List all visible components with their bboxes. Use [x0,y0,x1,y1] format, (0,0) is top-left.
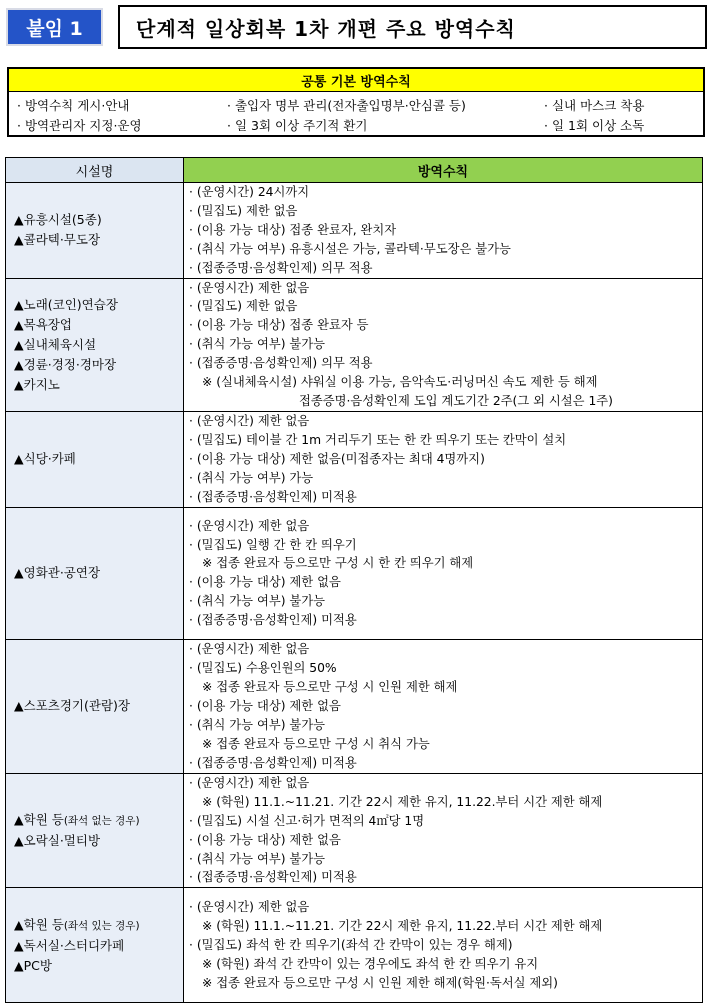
rule-line: · (이용 가능 대상) 제한 없음(미접종자는 최대 4명까지) [189,451,485,466]
rule-line: · (운영시간) 제한 없음 [189,900,310,915]
rule-note: ※ 접종 완료자 등으로만 구성 시 인원 제한 해제 [202,680,458,695]
facility-name [14,831,182,851]
facility-name [14,210,182,230]
table-row [6,507,703,639]
rule-line: · (운영시간) 제한 없음 [189,642,310,657]
common-rule-item: · 방역수칙 게시·안내 [17,98,130,113]
rule-line: · (취식 가능 여부) 불가능 [189,594,326,609]
table-row [6,411,703,507]
rules-column-header: 방역수칙 [184,158,703,183]
table-row [6,639,703,773]
facility-label: ▲노래(코인)연습장 [14,296,118,312]
facility-condition: (좌석 없는 경우) [63,815,140,828]
rule-note: ※ (학원) 11.1.~11.21. 기간 22시 제한 유지, 11.22.부터 시간 제한 해제 [202,918,603,933]
page-header [6,5,707,49]
rule-note: ※ 접종 완료자 등으로만 구성 시 취식 가능 [202,736,430,751]
rule-line: · (운영시간) 제한 없음 [189,414,310,429]
rule-line: · (밀집도) 제한 없음 [189,299,298,314]
table-row [6,773,703,887]
rule-line: · (취식 가능 여부) 불가능 [189,717,326,732]
rule-line: · (운영시간) 제한 없음 [189,518,310,533]
facility-label: ▲독서실·스터디카페 [14,937,125,953]
facility-cell [6,773,184,887]
rule-line: · (운영시간) 24시까지 [189,185,310,199]
rule-line: · (취식 가능 여부) 불가능 [189,337,326,352]
rule-line: · (이용 가능 대상) 접종 완료자 등 [189,318,369,333]
facility-cell [6,888,184,1003]
rule-note: 접종증명·음성확인제 도입 계도기간 2주(그 외 시설은 1주) [299,393,613,408]
common-rule-item: · 일 3회 이상 주기적 환기 [227,118,368,133]
common-rules-title: 공통 기본 방역수칙 [9,69,703,92]
rule-line: · (이용 가능 대상) 제한 없음 [189,575,341,590]
rule-note: ※ 접종 완료자 등으로만 구성 시 한 칸 띄우기 해제 [202,556,474,571]
rule-line: · (이용 가능 대상) 제한 없음 [189,698,341,713]
rule-line: · (접종증명·음성확인제) 의무 적용 [189,260,373,275]
facility-label: ▲목욕장업 [14,316,72,332]
page-title: 단계적 일상회복 1차 개편 주요 방역수칙 [118,5,707,49]
rule-note: ※ (학원) 11.1.~11.21. 기간 22시 제한 유지, 11.22.부터 시간 제한 해제 [202,794,603,809]
table-row [6,183,703,279]
facility-name [14,563,182,583]
facility-label: ▲식당·카페 [14,451,76,467]
facility-label: ▲스포츠경기(관람)장 [14,698,130,714]
rules-cell [184,888,703,1003]
rule-line: · (이용 가능 대상) 접종 완료자, 완치자 [189,222,397,237]
rule-note: ※ (실내체육시설) 샤워실 이용 가능, 음악속도·러닝머신 속도 제한 등 해제 [202,375,598,390]
facility-cell [6,507,184,639]
rule-line: · (운영시간) 제한 없음 [189,280,310,295]
attachment-badge: 붙임 1 [6,8,103,46]
rule-line: · (밀집도) 제한 없음 [189,203,298,218]
rules-cell [184,773,703,887]
rule-note: ※ (학원) 좌석 간 칸막이 있는 경우에도 좌석 한 칸 띄우기 유지 [202,956,539,971]
facility-name [14,696,182,716]
facility-cell [6,278,184,411]
rule-line: · (밀집도) 시설 신고·허가 면적의 4㎡당 1명 [189,813,425,828]
common-rule-item: · 출입자 명부 관리(전자출입명부·안심콜 등) [227,98,466,113]
facility-label: ▲PC방 [14,957,52,973]
facility-label: ▲카지노 [14,376,60,392]
facility-name [14,230,182,250]
table-header-row [6,158,703,183]
rules-cell [184,183,703,279]
facility-name [14,449,182,469]
rule-line: · (이용 가능 대상) 제한 없음 [189,832,341,847]
facility-label: ▲학원 등 [14,916,64,932]
table-row [6,888,703,1003]
common-rule-item: · 방역관리자 지정·운영 [17,118,142,133]
rule-line: · (취식 가능 여부) 불가능 [189,851,326,866]
facility-column-header: 시설명 [6,158,184,183]
rule-line: · (접종증명·음성확인제) 의무 적용 [189,356,373,371]
common-rule-item: · 일 1회 이상 소독 [544,118,645,133]
facility-name [14,355,182,375]
rule-line: · (접종증명·음성확인제) 미적용 [189,613,357,628]
rule-line: · (밀집도) 좌석 한 칸 띄우기(좌석 간 칸막이 있는 경우 해제) [189,937,513,952]
rule-line: · (접종증명·음성확인제) 미적용 [189,755,357,770]
rule-line: · (취식 가능 여부) 유흥시설은 가능, 콜라텍·무도장은 불가능 [189,241,511,256]
rules-cell [184,411,703,507]
common-rule-item: · 실내 마스크 착용 [544,98,645,113]
facility-label: ▲경륜·경정·경마장 [14,356,117,372]
rules-cell [184,507,703,639]
rule-line: · (운영시간) 제한 없음 [189,775,310,790]
rule-line: · (취식 가능 여부) 가능 [189,470,314,485]
facility-cell [6,639,184,773]
facility-name [14,295,182,315]
facility-label: ▲학원 등 [14,812,64,828]
facility-cell [6,411,184,507]
rule-line: · (접종증명·음성확인제) 미적용 [189,489,357,504]
common-rules-list [9,92,703,136]
rule-line: · (밀집도) 일행 간 한 칸 띄우기 [189,537,357,552]
facility-name [14,936,182,956]
table-row [6,278,703,411]
facility-name [14,315,182,335]
facility-name [14,810,182,831]
rules-cell [184,278,703,411]
common-rules-box [7,67,705,137]
facility-name [14,956,182,976]
facility-name [14,375,182,395]
facility-condition: (좌석 있는 경우) [63,919,140,932]
rule-line: · (밀집도) 테이블 간 1m 거리두기 또는 한 칸 띄우기 또는 칸막이 설치 [189,433,567,448]
facility-label: ▲영화관·공연장 [14,565,101,581]
rule-line: · (접종증명·음성확인제) 미적용 [189,870,357,885]
facility-label: ▲실내체육시설 [14,336,97,352]
facility-name [14,915,182,936]
facility-label: ▲유흥시설(5종) [14,212,102,228]
facility-cell [6,183,184,279]
facility-label: ▲콜라텍·무도장 [14,232,101,248]
facility-label: ▲오락실·멀티방 [14,833,101,849]
rule-line: · (밀집도) 수용인원의 50% [189,661,337,676]
facility-rules-table [5,157,703,1003]
rule-note: ※ 접종 완료자 등으로만 구성 시 인원 제한 해제(학원·독서실 제외) [202,975,558,990]
rules-cell [184,639,703,773]
facility-name [14,335,182,355]
